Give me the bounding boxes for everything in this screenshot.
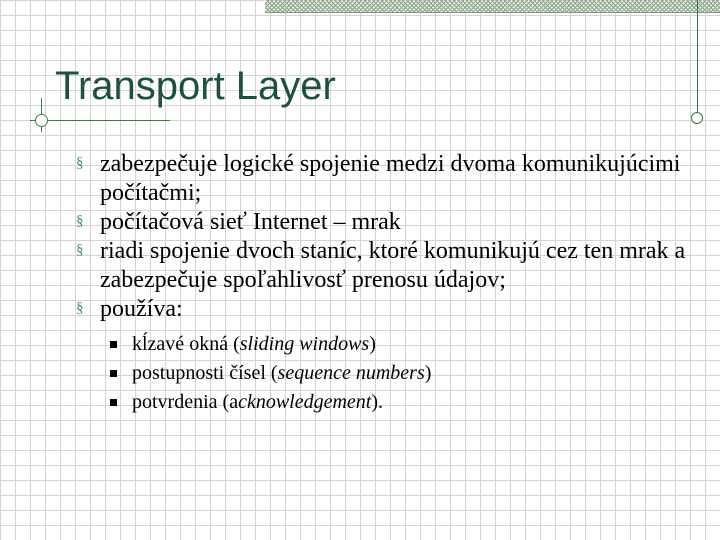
sub-bullet-text: postupnosti čísel ( — [132, 362, 278, 384]
title-underline — [30, 120, 170, 121]
sub-bullet-item — [132, 330, 700, 359]
sub-bullet-item — [132, 359, 700, 388]
filled-square-icon — [110, 370, 117, 377]
bullet-list — [76, 150, 700, 417]
right-vertical-line — [697, 0, 698, 112]
bullet-text: používa: — [100, 296, 183, 322]
bullet-text: počítačová sieť Internet – mrak — [100, 209, 401, 235]
sub-bullet-item — [132, 388, 700, 417]
sub-bullet-text: kĺzavé okná ( — [132, 333, 240, 355]
sub-bullet-term: cknowledgement — [238, 391, 372, 413]
bullet-item — [76, 150, 700, 208]
sub-bullet-text-end: ). — [371, 391, 384, 413]
bullet-item — [76, 237, 700, 295]
bullet-item — [76, 295, 700, 417]
square-bullet-icon: § — [76, 155, 84, 171]
sub-bullet-term: sliding windows — [239, 333, 370, 355]
sub-bullet-text-end: ) — [369, 333, 376, 355]
sub-bullet-text-end: ) — [424, 362, 432, 384]
square-bullet-icon: § — [76, 213, 84, 229]
sub-bullet-term: sequence numbers — [277, 362, 425, 384]
top-pattern-band — [265, 0, 720, 13]
slide-title: Transport Layer — [55, 64, 336, 108]
title-circle-ornament — [35, 114, 48, 127]
sub-bullet-list — [132, 330, 700, 417]
right-circle-ornament — [691, 112, 703, 124]
bullet-text: zabezpečuje logické spojenie medzi dvoma komunikujúcimi počítačmi; — [100, 151, 681, 206]
filled-square-icon — [110, 399, 117, 406]
sub-bullet-text: potvrdenia (a — [132, 391, 239, 413]
square-bullet-icon: § — [76, 300, 84, 316]
bullet-text: riadi spojenie dvoch staníc, ktoré komunikujú cez ten mrak a zabezpečuje spoľahlivosť prenosu údajov; — [100, 238, 686, 293]
bullet-item — [76, 208, 700, 237]
filled-square-icon — [110, 341, 117, 348]
square-bullet-icon: § — [76, 242, 84, 258]
